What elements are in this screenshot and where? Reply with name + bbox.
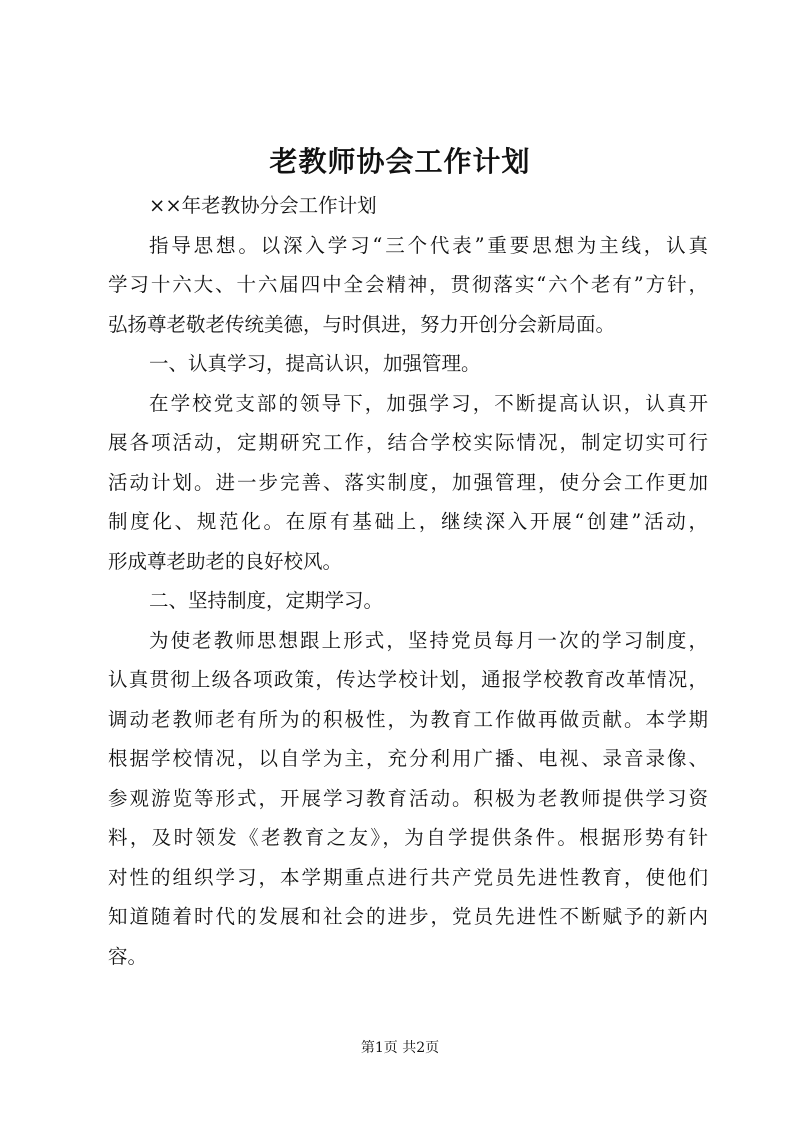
subtitle-line: ××年老教协分会工作计划 [149,194,377,217]
section-heading: 二、坚持制度，定期学习。 [149,589,384,612]
paragraph-line: 学习十六大、十六届四中全会精神，贯彻落实“六个老有”方针， [108,273,708,296]
paragraph-line: 根据学校情况，以自学为主，充分利用广播、电视、录音录像、 [108,747,708,770]
paragraph-line: 指导思想。以深入学习“三个代表”重要思想为主线，认真 [149,233,708,257]
paragraph-line: 认真贯彻上级各项政策，传达学校计划，通报学校教育改革情况， [108,668,708,691]
document-body [108,186,708,976]
paragraph-line: 容。 [108,944,148,968]
paragraph-line: 为使老教师思想跟上形式，坚持党员每月一次的学习制度， [149,628,708,652]
paragraph-line: 知道随着时代的发展和社会的进步，党员先进性不断赋予的新内 [108,905,708,928]
paragraph-line: 对性的组织学习，本学期重点进行共产党员先进性教育，使他们 [108,865,708,889]
paragraph-line: 在学校党支部的领导下，加强学习，不断提高认识，认真开 [149,391,708,415]
paragraph-line: 调动老教师老有所为的积极性，为教育工作做再做贡献。本学期 [108,707,708,731]
paragraph-line: 制度化、规范化。在原有基础上，继续深入开展“创建”活动， [108,510,708,533]
paragraph-line: 展各项活动，定期研究工作，结合学校实际情况，制定切实可行 [108,431,708,454]
page-number-footer: 第1页 共2页 [360,1040,440,1056]
paragraph-line: 弘扬尊老敬老传统美德，与时俱进，努力开创分会新局面。 [108,312,616,336]
section-heading: 一、认真学习，提高认识，加强管理。 [149,352,481,375]
paragraph-line: 形成尊老助老的良好校风。 [108,549,343,573]
paragraph-line: 参观游览等形式，开展学习教育活动。积极为老教师提供学习资 [108,786,708,810]
paragraph-line: 活动计划。进一步完善、落实制度，加强管理，使分会工作更加 [108,470,708,494]
document-title: 老教师协会工作计划 [269,145,531,178]
paragraph-line: 料，及时领发《老教育之友》，为自学提供条件。根据形势有针 [108,826,708,849]
